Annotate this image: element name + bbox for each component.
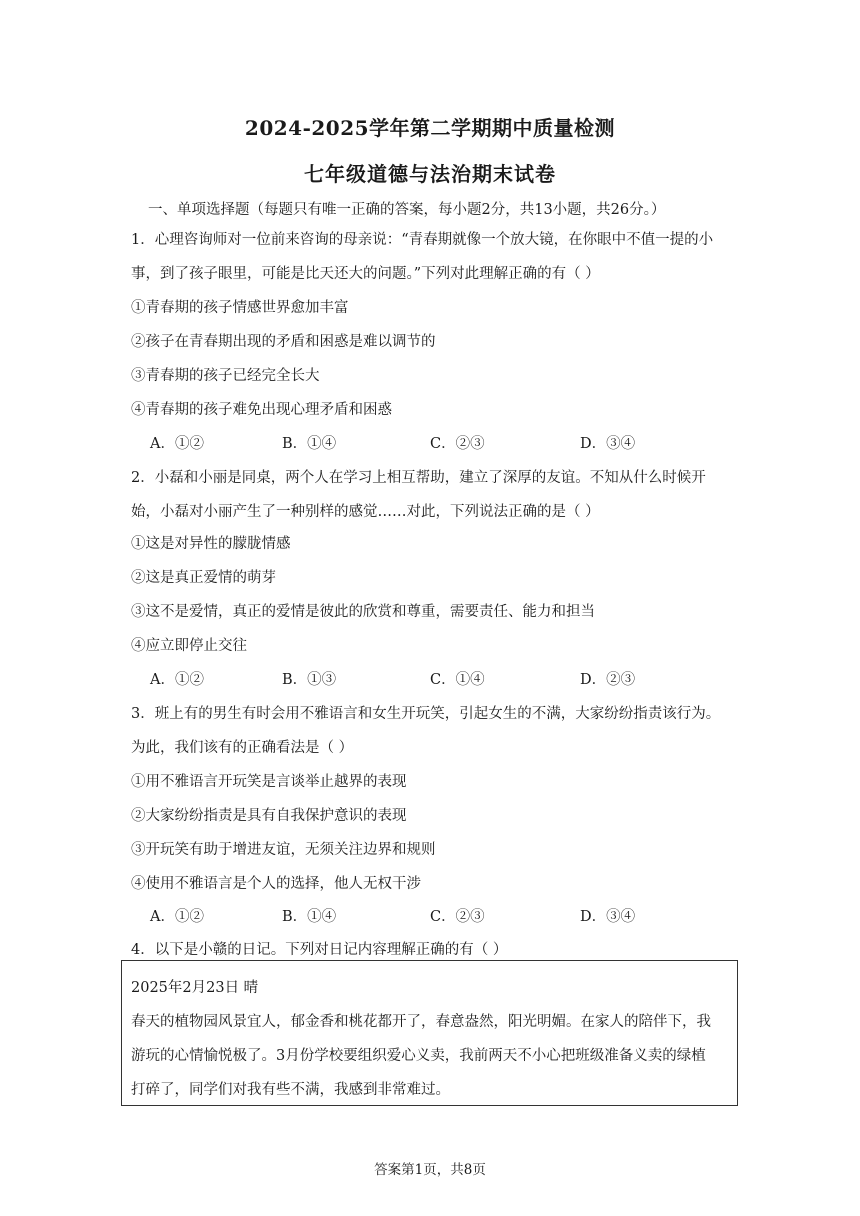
q2-option-a: A．①② bbox=[150, 672, 204, 688]
diary-date: 2025年2月23日 晴 bbox=[131, 980, 259, 996]
diary-line-3: 打碎了，同学们对我有些不满，我感到非常难过。 bbox=[131, 1082, 450, 1098]
q1-option-c: C．②③ bbox=[430, 436, 485, 452]
diary-line-2: 游玩的心情愉悦极了。3月份学校要组织爱心义卖，我前两天不小心把班级准备义卖的绿植 bbox=[131, 1048, 706, 1064]
exam-title: 2024-2025学年第二学期期中质量检测 bbox=[244, 116, 616, 140]
q3-option-b: B．①④ bbox=[282, 909, 337, 925]
q3-option-d: D．③④ bbox=[580, 909, 636, 925]
q1-option-a: A．①② bbox=[150, 436, 204, 452]
q2-item-3: ③这不是爱情，真正的爱情是彼此的欣赏和尊重，需要责任、能力和担当 bbox=[131, 604, 595, 620]
q1-option-b: B．①④ bbox=[282, 436, 337, 452]
q3-option-a: A．①② bbox=[150, 909, 204, 925]
q2-option-d: D．②③ bbox=[580, 672, 636, 688]
q3-option-c: C．②③ bbox=[430, 909, 485, 925]
exam-subtitle: 七年级道德与法治期末试卷 bbox=[304, 162, 556, 186]
q1-item-3: ③青春期的孩子已经完全长大 bbox=[131, 368, 320, 384]
diary-line-1: 春天的植物园风景宜人，郁金香和桃花都开了，春意盎然，阳光明媚。在家人的陪伴下，我 bbox=[131, 1014, 711, 1030]
q1-item-2: ②孩子在青春期出现的矛盾和困惑是难以调节的 bbox=[131, 334, 436, 350]
q2-item-4: ④应立即停止交往 bbox=[131, 638, 247, 654]
q1-item-4: ④青春期的孩子难免出现心理矛盾和困惑 bbox=[131, 402, 392, 418]
q2-item-2: ②这是真正爱情的萌芽 bbox=[131, 570, 276, 586]
q2-option-c: C．①④ bbox=[430, 672, 485, 688]
q3-item-2: ②大家纷纷指责是具有自我保护意识的表现 bbox=[131, 808, 407, 824]
section-heading: 一、单项选择题（每题只有唯一正确的答案，每小题2分，共13小题，共26分。） bbox=[148, 202, 666, 218]
q3-stem-line1: 3．班上有的男生有时会用不雅语言和女生开玩笑，引起女生的不满，大家纷纷指责该行为。 bbox=[131, 706, 721, 722]
q1-item-1: ①青春期的孩子情感世界愈加丰富 bbox=[131, 300, 349, 316]
q1-option-d: D．③④ bbox=[580, 436, 636, 452]
q4-stem: 4．以下是小赣的日记。下列对日记内容理解正确的有（ ） bbox=[131, 942, 508, 958]
q1-stem-line2: 事，到了孩子眼里，可能是比天还大的问题。”下列对此理解正确的有（ ） bbox=[131, 266, 600, 282]
q3-item-3: ③开玩笑有助于增进友谊，无须关注边界和规则 bbox=[131, 842, 436, 858]
q2-option-b: B．①③ bbox=[282, 672, 337, 688]
q3-item-4: ④使用不雅语言是个人的选择，他人无权干涉 bbox=[131, 876, 421, 892]
q3-item-1: ①用不雅语言开玩笑是言谈举止越界的表现 bbox=[131, 774, 407, 790]
q2-stem-line2: 始，小磊对小丽产生了一种别样的感觉……对此，下列说法正确的是（ ） bbox=[131, 504, 600, 520]
q2-stem-line1: 2．小磊和小丽是同桌，两个人在学习上相互帮助，建立了深厚的友谊。不知从什么时候开 bbox=[131, 470, 706, 486]
page-footer: 答案第1页，共8页 bbox=[374, 1162, 486, 1178]
q2-item-1: ①这是对异性的朦胧情感 bbox=[131, 536, 291, 552]
q3-stem-line2: 为此，我们该有的正确看法是（ ） bbox=[131, 740, 354, 756]
q1-stem-line1: 1．心理咨询师对一位前来咨询的母亲说：“青春期就像一个放大镜，在你眼中不值一提的小 bbox=[131, 232, 714, 248]
